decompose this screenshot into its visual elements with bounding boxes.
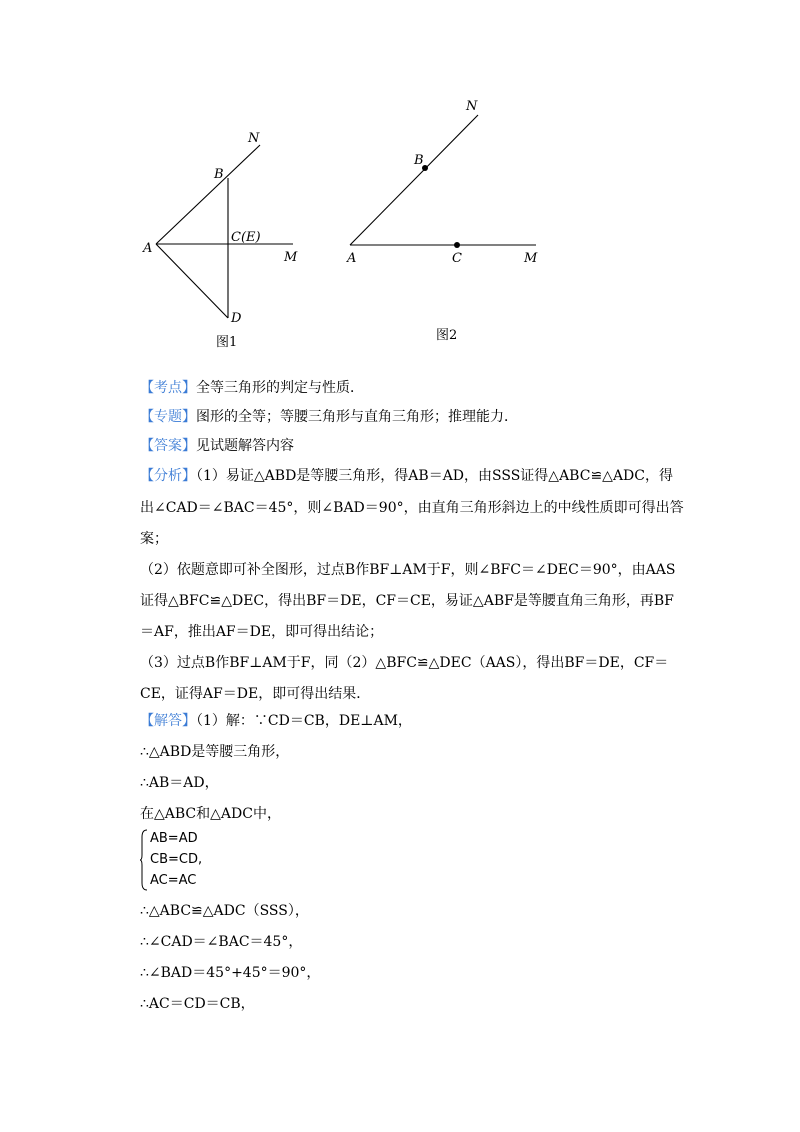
system-row-2: CB=CD, bbox=[150, 852, 203, 867]
fig1-caption: 图1 bbox=[216, 335, 238, 350]
kaodian-text: 全等三角形的判定与性质． bbox=[196, 380, 364, 396]
jieda-after-1: ∴△ABC≌△ADC（SSS）， bbox=[140, 903, 309, 919]
jieda-first: （1）解：∵CD＝CB，DE⊥AM， bbox=[196, 713, 412, 729]
fenxi-line-6: ＝AF，推出AF＝DE，即可得出结论； bbox=[140, 624, 384, 640]
daan-line bbox=[140, 436, 294, 456]
jieda-tag: 【解答】 bbox=[140, 713, 196, 729]
fenxi-line-3: 案； bbox=[140, 531, 168, 547]
figure-2 bbox=[350, 115, 536, 245]
fenxi-line-5: 证得△BFC≌△DEC，得出BF＝DE，CF＝CE，易证△ABF是等腰直角三角形，再BF bbox=[140, 593, 674, 609]
fenxi-line-1 bbox=[140, 466, 673, 486]
daan-tag: 【答案】 bbox=[140, 438, 196, 454]
fig2-label-N: N bbox=[466, 99, 478, 114]
fig2-label-B: B bbox=[414, 153, 424, 168]
fig2-point-C bbox=[454, 242, 460, 248]
fenxi-text-1: （1）易证△ABD是等腰三角形，得AB＝AD，由SSS证得△ABC≌△ADC，得 bbox=[196, 468, 673, 484]
fenxi-tag: 【分析】 bbox=[140, 468, 196, 484]
zhuanti-text: 图形的全等；等腰三角形与直角三角形；推理能力． bbox=[196, 409, 518, 425]
fig1-label-M: M bbox=[284, 250, 298, 265]
fig2-label-M: M bbox=[524, 251, 538, 266]
system-row-3: AC=AC bbox=[150, 873, 197, 888]
fig1-label-A: A bbox=[143, 241, 153, 256]
jieda-after-2: ∴∠CAD＝∠BAC＝45°， bbox=[140, 934, 303, 950]
figures-area bbox=[0, 0, 800, 370]
jieda-after-4: ∴AC＝CD＝CB， bbox=[140, 996, 255, 1012]
fenxi-line-7: （3）过点B作BF⊥AM于F，同（2）△BFC≌△DEC（AAS），得出BF＝DE，CF＝ bbox=[140, 655, 669, 671]
fig2-label-C: C bbox=[452, 251, 462, 266]
jieda-line-3: ∴AB＝AD， bbox=[140, 775, 219, 791]
geometry-figures bbox=[0, 0, 800, 370]
fig1-label-D: D bbox=[231, 311, 242, 326]
fenxi-line-2: 出∠CAD＝∠BAC＝45°，则∠BAD＝90°，由直角三角形斜边上的中线性质即可得出答 bbox=[140, 500, 684, 516]
fig2-label-A: A bbox=[347, 251, 357, 266]
system-row-1: AB=AD bbox=[150, 831, 198, 846]
zhuanti-tag: 【专题】 bbox=[140, 409, 196, 425]
fig1-label-C: C(E) bbox=[231, 230, 261, 245]
jieda-line-1 bbox=[140, 711, 412, 731]
fig2-caption: 图2 bbox=[436, 328, 458, 343]
jieda-line-2: ∴△ABD是等腰三角形， bbox=[140, 744, 290, 760]
fenxi-line-4: （2）依题意即可补全图形，过点B作BF⊥AM于F，则∠BFC＝∠DEC＝90°，由AAS bbox=[140, 562, 676, 578]
fenxi-line-8: CE，证得AF＝DE，即可得出结果． bbox=[140, 686, 371, 702]
kaodian-tag: 【考点】 bbox=[140, 380, 196, 396]
zhuanti-line bbox=[140, 407, 518, 427]
kaodian-line bbox=[140, 378, 364, 398]
ray-AN-2 bbox=[350, 115, 478, 245]
jieda-after-3: ∴∠BAD＝45°+45°＝90°， bbox=[140, 965, 321, 981]
fig1-label-N: N bbox=[248, 131, 260, 146]
jieda-line-4: 在△ABC和△ADC中， bbox=[140, 806, 281, 822]
figure-1 bbox=[156, 145, 293, 318]
segment-AD bbox=[156, 244, 228, 318]
equation-system bbox=[140, 829, 260, 893]
fig1-label-B: B bbox=[214, 167, 224, 182]
brace-icon bbox=[140, 829, 148, 891]
daan-text: 见试题解答内容 bbox=[196, 438, 294, 454]
